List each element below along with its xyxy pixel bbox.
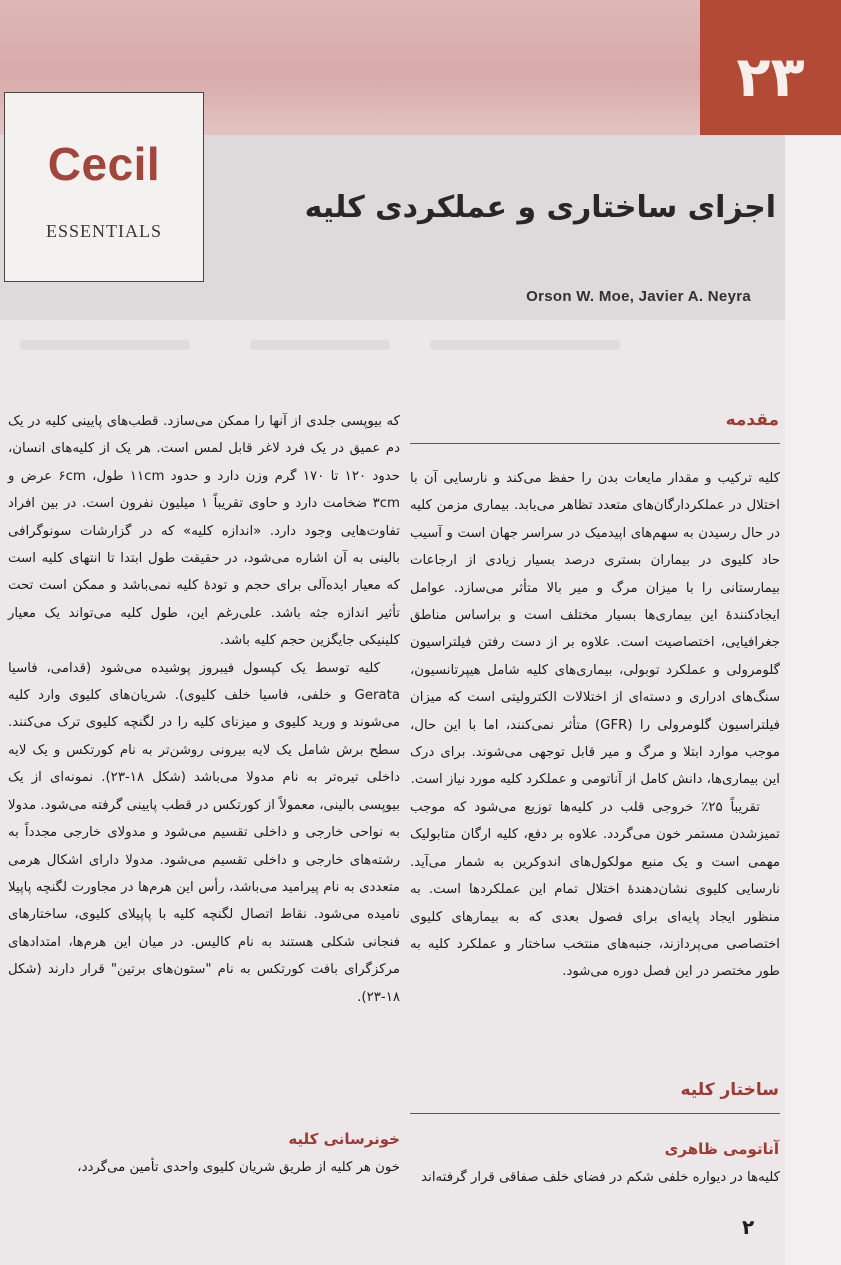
heading-rule [410, 443, 780, 444]
left-paragraph-2: کلیه توسط یک کپسول فیبروز پوشیده می‌شود (قدامی، فاسیا Gerata و خلفی، فاسیا خلف کلیوی). شریان‌های کلیوی وارد کلیه می‌شوند و ورید کلیوی و میزنای کلیه را در لگنچه کلیوی ترک می‌کنند. سطح برش شامل یک لایه بیرونی روشن‌تر به نام کورتکس و یک لایه داخلی تیره‌تر به نام مدولا می‌باشد (شکل ۱۸-۲۳). نمونه‌ای از یک بیوپسی بالینی، معمولاً از کورتکس در قطب پایینی گرفته می‌شود. مدولا به نواحی خارجی و داخلی تقسیم می‌شود و مدولای خارجی مجدداً به رشته‌های خارجی و داخلی تقسیم می‌شود. مدولا دارای اشکال هرمی متعددی به نام پیرامید می‌باشد، رأس این هرم‌ها در مجاورت لگنچه پاپیلا نامیده می‌شود. نقاط اتصال لگنچه کلیه با پاپیلای کلیوی، ساختارهای فنجانی شکلی هستند به نام کالیس. در میان این هرم‌ها، امتدادهای مرکزگرای بافت کورتکس به نام "ستون‌های برتین" قرار دارند (شکل ۱۸-۲۳). [8, 660, 400, 1005]
authors: Orson W. Moe, Javier A. Neyra [526, 288, 751, 305]
left-column-text [8, 408, 400, 1011]
subheading-anatomy: آناتومی ظاهری [664, 1140, 779, 1158]
section-heading-intro: مقدمه [725, 410, 779, 430]
intro-text [410, 465, 780, 986]
bleed-through-decoration [430, 340, 620, 350]
structure-first-line: کلیه‌ها در دیواره خلفی شکم در فضای خلف صفاقی قرار گرفته‌اند [421, 1170, 780, 1185]
intro-paragraph-1: کلیه ترکیب و مقدار مایعات بدن را حفظ می‌کند و نارسایی آن با اختلال در عملکردارگان‌های متعدد تظاهر می‌یابد. بیماری مزمن کلیه در حال رسیدن به سهم‌های اپیدمیک در سراسر جهان است و آسیب حاد کلیوی در بیماران بستری درصد بسیار زیادی از ارجاعات بیمارستانی را با میزان مرگ و میر بالا متأثر می‌سازد. عوامل ایجادکنندهٔ این بیماری‌ها بسیار مختلف است و براساس مناطق جغرافیایی، اختصاصیت است. علاوه بر از دست رفتن فیلتراسیون گلومرولی و عملکرد توبولی، بیماری‌های کلیه شامل هیپرتانسیون، سنگ‌های ادراری و دسته‌ای از اختلالات الکترولیتی است که میزان فیلتراسیون گلومرولی را (GFR) متأثر نمی‌کنند، اما با این حال، موجب موارد ابتلا و مرگ و میر قابل توجهی می‌شوند. برای درک این بیماری‌ها، دانش کامل از آناتومی و عملکرد کلیه مورد نیاز است. [410, 471, 780, 788]
chapter-number: ۲۳ [700, 0, 841, 135]
left-paragraph-1: که بیوپسی جلدی از آنها را ممکن می‌سازد. قطب‌های پایینی کلیه در یک دم عمیق در یک فرد لاغر قابل لمس است. هر یک از کلیه‌های انسان، حدود ۱۲۰ تا ۱۷۰ گرم وزن دارد و حدود ۱۱cm طول، ۶cm عرض و ۳cm ضخامت دارد و حاوی تقریباً ۱ میلیون نفرون است. در بین افراد تفاوت‌هایی وجود دارد. «اندازه کلیه» که در گزارشات سونوگرافی بالینی به آن اشاره می‌شود، در حقیقت طول ابتدا تا انتهای کلیه است که معیار ایده‌آلی برای حجم و تودهٔ کلیه نمی‌باشد و ممکن است تحت تأثیر اندازه جثه باشد. علی‌رغم این، طول کلیه می‌تواند یک معیار کلینیکی جایگزین حجم کلیه باشد. [8, 414, 400, 649]
bleed-through-decoration [250, 340, 390, 350]
page-margin-strip [785, 135, 841, 1265]
logo-main-text: Cecil [47, 138, 161, 190]
cecil-logo [4, 92, 204, 282]
logo-sub-text: ESSENTIALS [45, 221, 162, 241]
chapter-title: اجزای ساختاری و عملکردی کلیه [304, 190, 776, 225]
page-number: ۲ [742, 1215, 755, 1239]
heading-rule [410, 1113, 780, 1114]
blood-first-line: خون هر کلیه از طریق شریان کلیوی واحدی تأمین می‌گردد، [77, 1160, 400, 1175]
subheading-blood-supply: خونرسانی کلیه [288, 1130, 400, 1148]
section-heading-structure: ساختار کلیه [680, 1080, 779, 1100]
bleed-through-decoration [20, 340, 190, 350]
intro-paragraph-2: تقریباً ۲۵٪ خروجی قلب در کلیه‌ها توزیع می‌شود که موجب تمیزشدن مستمر خون می‌گردد. علاوه بر دفع، کلیه ارگان متابولیک مهمی است و یک منبع مولکول‌های اندوکرین به شمار می‌آید. نارسایی کلیوی نشان‌دهندهٔ اختلال تمام این عملکردها است. به منظور ایجاد پایه‌ای برای فصول بعدی که به بیمارهای کلیوی اختصاصی می‌پردازند، جنبه‌های منتخب ساختار و عملکرد کلیه به طور مختصر در این فصل دوره می‌شود. [410, 799, 780, 980]
